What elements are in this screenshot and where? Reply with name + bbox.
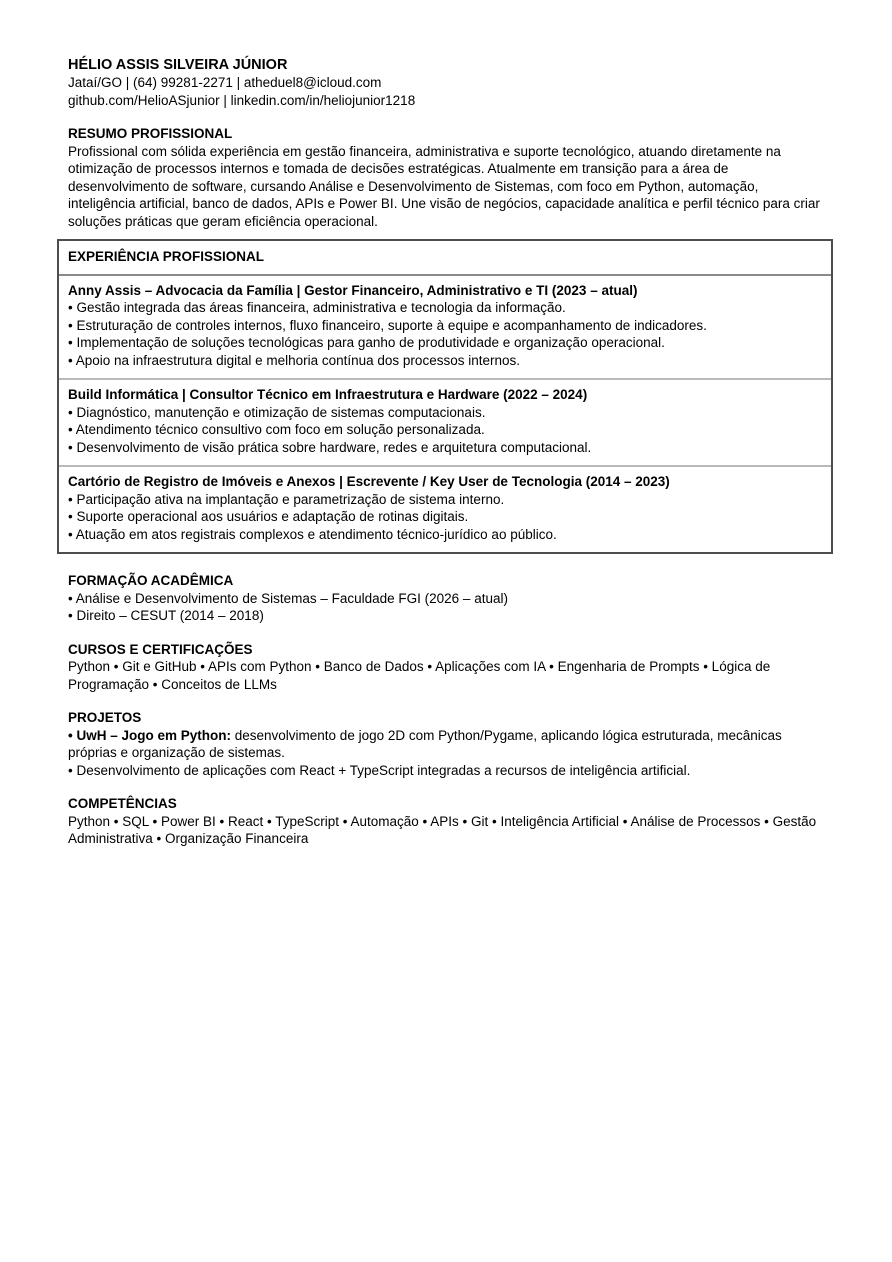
cursos-heading: CURSOS E CERTIFICAÇÕES <box>68 641 253 657</box>
job-title: Build Informática | Consultor Técnico em Infraestrutura e Hardware (2022 – 2024) <box>68 387 588 402</box>
job-bullet: • Diagnóstico, manutenção e otimização de sistemas computacionais. <box>68 404 486 420</box>
contact-line-2: github.com/HelioASjunior | linkedin.com/in/heliojunior1218 <box>68 92 416 108</box>
experience-box <box>57 239 833 554</box>
resumo-paragraph: Profissional com sólida experiência em gestão financeira, administrativa e suporte tecnológico, atuando diretamente na otimização de processos internos e tomada de decisões estratégicas. Atualmente em transição para a área de desenvolvimento de software, cursando Análise e Desenvolvimento de Sistemas, com foco em Python, automação, inteligência artificial, banco de dados, APIs e Power BI. Une visão de negócios, capacidade analítica e perfil técnico para criar soluções práticas que geram eficiência operacional. <box>68 143 820 229</box>
formacao-item: • Direito – CESUT (2014 – 2018) <box>68 608 264 623</box>
competencias-heading: COMPETÊNCIAS <box>68 796 177 811</box>
projeto-item <box>68 762 822 780</box>
job-title: Cartório de Registro de Imóveis e Anexos | Escrevente / Key User de Tecnologia (2014 – 2023) <box>68 474 670 489</box>
projeto-item <box>68 727 822 762</box>
job-bullet: • Estruturação de controles internos, fluxo financeiro, suporte à equipe e acompanhamento de indicadores. <box>68 317 707 333</box>
section-projetos <box>68 709 822 779</box>
section-resumo <box>68 125 822 230</box>
competencias-list: Python • SQL • Power BI • React • TypeScript • Automação • APIs • Git • Inteligência Artificial • Análise de Processos • Gestão Administrativa • Organização Financeira <box>68 813 817 846</box>
job-entry <box>59 467 831 552</box>
job-entry <box>59 380 831 467</box>
job-title: Anny Assis – Advocacia da Família | Gestor Financeiro, Administrativo e TI (2023 – atual) <box>68 282 638 298</box>
candidate-name: HÉLIO ASSIS SILVEIRA JÚNIOR <box>68 57 288 73</box>
job-bullet: • Atuação em atos registrais complexos e atendimento técnico-jurídico ao público. <box>68 526 557 542</box>
experience-heading: EXPERIÊNCIA PROFISSIONAL <box>59 241 831 276</box>
job-entry <box>59 276 831 381</box>
job-bullet: • Apoio na infraestrutura digital e melhoria contínua dos processos internos. <box>68 352 520 368</box>
contact-line-1: Jataí/GO | (64) 99281-2271 | atheduel8@icloud.com <box>68 75 382 90</box>
resumo-heading: RESUMO PROFISSIONAL <box>68 126 233 141</box>
projeto-item-text: • Desenvolvimento de aplicações com React + TypeScript integradas a recursos de inteligência artificial. <box>68 762 691 778</box>
projeto-item-bold: • UwH – Jogo em Python: <box>68 727 231 743</box>
job-bullet: • Suporte operacional aos usuários e adaptação de rotinas digitais. <box>68 509 469 524</box>
resume-header <box>68 56 822 109</box>
projeto-item-text: desenvolvimento de jogo 2D com Python/Pygame, aplicando lógica estruturada, mecânicas próprias e organização de sistemas. <box>68 727 782 760</box>
job-bullet: • Atendimento técnico consultivo com foco em solução personalizada. <box>68 422 485 437</box>
job-bullet: • Gestão integrada das áreas financeira, administrativa e tecnologia da informação. <box>68 300 566 315</box>
job-bullet: • Participação ativa na implantação e parametrização de sistema interno. <box>68 491 505 507</box>
formacao-item: • Análise e Desenvolvimento de Sistemas – Faculdade FGI (2026 – atual) <box>68 590 508 606</box>
projetos-heading: PROJETOS <box>68 710 142 725</box>
section-cursos <box>68 641 822 694</box>
job-bullet: • Desenvolvimento de visão prática sobre hardware, redes e arquitetura computacional. <box>68 439 592 455</box>
section-formacao <box>68 572 822 625</box>
cursos-list: Python • Git e GitHub • APIs com Python • Banco de Dados • Aplicações com IA • Engenharia de Prompts • Lógica de Programação • Conceitos de LLMs <box>68 659 771 692</box>
job-bullet: • Implementação de soluções tecnológicas para ganho de produtividade e organização operacional. <box>68 335 665 350</box>
formacao-heading: FORMAÇÃO ACADÊMICA <box>68 573 234 588</box>
section-competencias <box>68 795 822 848</box>
